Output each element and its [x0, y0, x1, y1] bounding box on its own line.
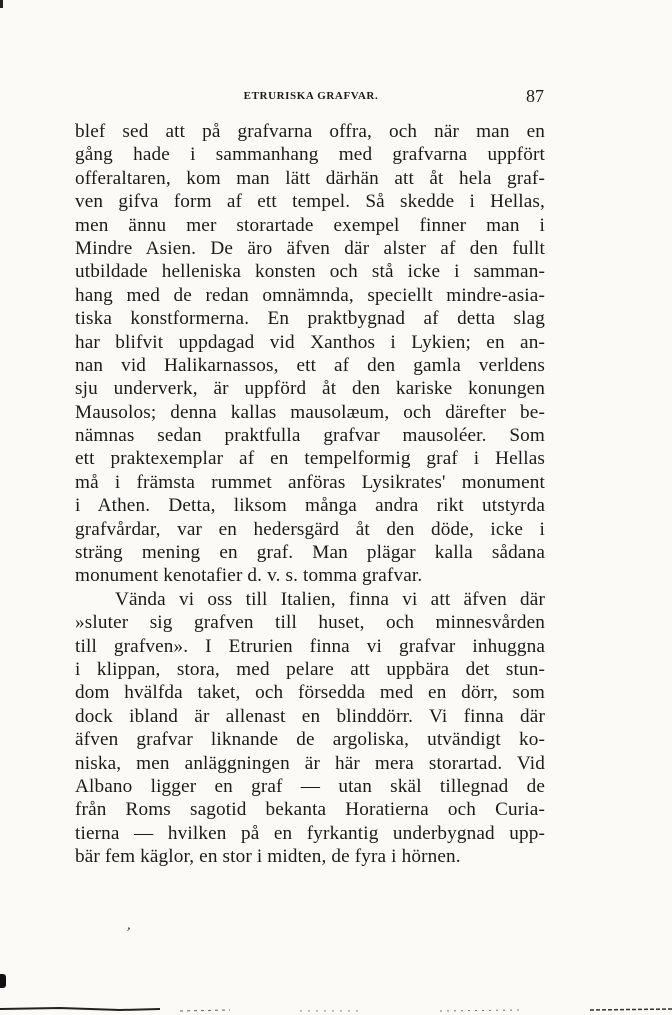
- text-line: i Athen. Detta, liksom många andra rikt utstyrda: [75, 495, 545, 517]
- running-head: [76, 86, 546, 110]
- text-line: grafvårdar, var en hedersgärd åt den döde, icke i: [75, 518, 545, 540]
- running-title: ETRURISKA GRAFVAR.: [243, 90, 379, 102]
- text-line: sju underverk, är uppförd åt den kariske konungen: [75, 378, 545, 400]
- text-line: Albano ligger en graf — utan skäl tillegnad de: [75, 775, 545, 797]
- scan-edge-mark: [0, 974, 6, 988]
- text-line: Vända vi oss till Italien, finna vi att äfven där: [115, 588, 545, 610]
- text-line: har blifvit uppdagad vid Xanthos i Lykien; en an-: [75, 331, 545, 353]
- body-text: [75, 120, 545, 869]
- scan-corner-mark: [0, 0, 3, 8]
- text-line: »sluter sig grafven till huset, och minnesvården: [75, 612, 545, 634]
- paragraph: [75, 120, 545, 588]
- text-line: monument kenotafier d. v. s. tomma grafvar.: [75, 565, 423, 587]
- text-line: i klippan, stora, med pelare att uppbära det stun-: [75, 658, 545, 680]
- text-line: men ännu mer storartade exempel finner man i: [75, 214, 545, 236]
- text-line: tierna — hvilken på en fyrkantig underbygnad upp-: [75, 822, 545, 844]
- text-line: gång hade i sammanhang med grafvarna uppfört: [75, 144, 545, 166]
- text-line: ven gifva form af ett tempel. Så skedde i Hellas,: [75, 191, 545, 213]
- text-line: offeraltaren, kom man lätt därhän att åt hela graf-: [75, 167, 545, 189]
- text-line: dock ibland är allenast en blinddörr. Vi finna där: [75, 705, 545, 727]
- text-line: utbildade helleniska konsten och stå icke i samman-: [75, 261, 545, 283]
- text-line: ett praktexemplar af en tempelformig graf i Hellas: [75, 448, 545, 470]
- text-line: Mindre Asien. De äro äfven där alster af den fullt: [75, 237, 545, 259]
- text-line: till grafven». I Etrurien finna vi grafvar inhuggna: [75, 635, 545, 657]
- text-line: blef sed att på grafvarna offra, och när man en: [75, 121, 545, 142]
- text-line: Mausolos; denna kallas mausolæum, och därefter be-: [75, 401, 545, 423]
- scan-bottom-edge: [0, 1003, 672, 1015]
- text-line: bär fem käglor, en stor i midten, de fyra i hörnen.: [75, 846, 461, 868]
- text-line: hang med de redan omnämnda, speciellt mindre-asia-: [75, 284, 545, 306]
- page-number: 87: [526, 86, 544, 106]
- paragraph: [75, 588, 545, 869]
- text-line: tiska konstformerna. En praktbygnad af detta slag: [75, 308, 545, 330]
- stray-ink-mark: ,: [125, 917, 135, 934]
- text-line: må i främsta rummet anföras Lysikrates' monument: [75, 471, 545, 493]
- text-line: dom hvälfda taket, och försedda med en dörr, som: [75, 682, 545, 704]
- text-line: niska, men anläggningen är här mera storartad. Vid: [75, 752, 545, 774]
- text-line: nan vid Halikarnassos, ett af den gamla verldens: [75, 354, 545, 376]
- text-line: nämnas sedan praktfulla grafvar mausoléer. Som: [75, 425, 545, 447]
- text-line: äfven grafvar liknande de argoliska, utvändigt ko-: [75, 729, 545, 751]
- text-line: från Roms sagotid bekanta Horatierna och Curia-: [75, 799, 545, 821]
- text-line: sträng mening en graf. Man plägar kalla sådana: [75, 542, 545, 564]
